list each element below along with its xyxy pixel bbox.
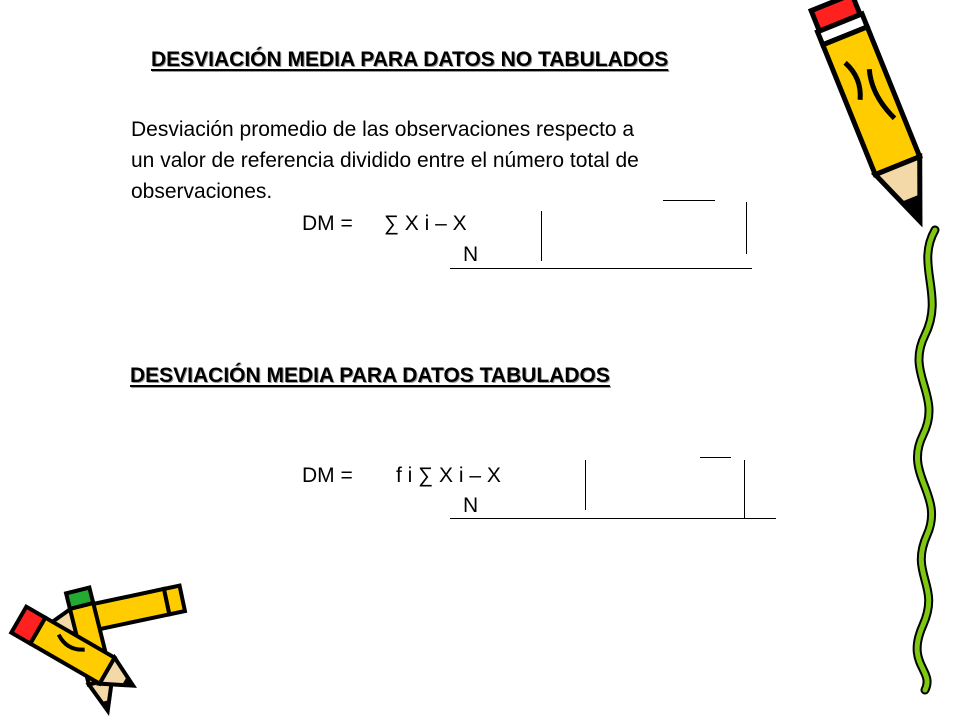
fraction-line [450, 268, 752, 269]
section-title-tabulados: DESVIACIÓN MEDIA PARA DATOS TABULADOS [130, 364, 610, 387]
formula-numerator: f i ∑ X i – X [396, 464, 501, 487]
formula-denominator: N [463, 243, 479, 266]
squiggle-line-icon [905, 225, 955, 695]
abs-bar-left [541, 211, 542, 261]
section-title-no-tabulados: DESVIACIÓN MEDIA PARA DATOS NO TABULADOS [151, 48, 669, 71]
description-line: un valor de referencia dividido entre el número total de [131, 149, 639, 172]
formula-denominator: N [463, 494, 479, 517]
mean-bar-line [700, 457, 731, 458]
formula-numerator: ∑ X i – X [384, 212, 467, 235]
formula-lhs: DM = [302, 212, 353, 235]
abs-bar-left [585, 460, 586, 510]
description-paragraph [131, 114, 791, 207]
pencils-icon [0, 585, 195, 715]
abs-bar-right [744, 460, 745, 518]
abs-bar-right [746, 202, 747, 254]
formula-lhs: DM = [302, 464, 353, 487]
description-line: Desviación promedio de las observaciones respecto a [131, 118, 635, 141]
pencil-icon [805, 0, 945, 240]
fraction-line [450, 518, 776, 519]
mean-bar-line [663, 200, 715, 201]
description-line: observaciones. [131, 180, 273, 203]
